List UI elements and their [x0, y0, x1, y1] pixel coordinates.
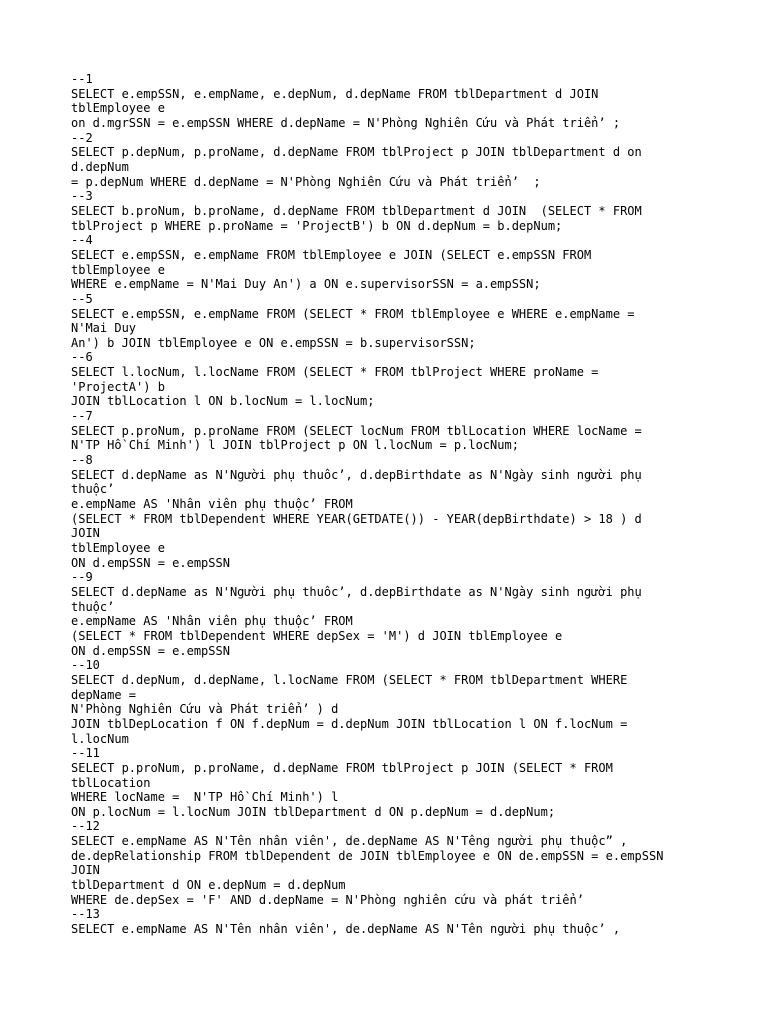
sql-line: tblEmployee e [71, 541, 165, 555]
sql-line: 'ProjectA') b [71, 379, 165, 394]
sql-line: --3 [71, 189, 93, 204]
sql-line: tblEmployee e [71, 262, 165, 277]
sql-line: ON p.locNum = l.locNum JOIN tblDepartment d ON p.depNum = d.depNum; [71, 804, 556, 819]
sql-line: --1 [71, 72, 93, 86]
sql-line: --8 [71, 453, 93, 468]
sql-line: SELECT e.empSSN, e.empName FROM (SELECT * FROM tblEmployee e WHERE e.empName = [71, 306, 635, 321]
sql-line: depName = [71, 687, 137, 702]
sql-line: --9 [71, 570, 93, 585]
sql-line: WHERE locName = N'TP Hồ Chí Minh') l [71, 790, 339, 805]
sql-line: --2 [71, 130, 93, 145]
sql-line: = p.depNum WHERE d.depName = N'Phòng Nghiên Cứu và Phát triển’ ; [71, 174, 541, 189]
sql-line: e.empName AS 'Nhân viên phụ thuộc’ FROM [71, 614, 353, 629]
sql-line: SELECT d.depName as N'Người phụ thuôc’, d.depBirthdate as N'Ngày sinh người phụ [71, 467, 642, 482]
sql-line: WHERE de.depSex = 'F' AND d.depName = N'Phòng nghiên cứu và phát triển’ [71, 892, 584, 907]
sql-line: SELECT d.depName as N'Người phụ thuôc’, d.depBirthdate as N'Ngày sinh người phụ [71, 584, 642, 599]
sql-line: e.empName AS 'Nhân viên phụ thuộc’ FROM [71, 497, 353, 512]
sql-line: N'Mai Duy [71, 321, 137, 336]
sql-line: SELECT e.empSSN, e.empName FROM tblEmployee e JOIN (SELECT e.empSSN FROM [71, 247, 592, 262]
sql-line: (SELECT * FROM tblDependent WHERE depSex = 'M') d JOIN tblEmployee e [71, 628, 563, 643]
sql-line: N'TP Hồ Chí Minh') l JOIN tblProject p ON l.locNum = p.locNum; [71, 438, 519, 453]
sql-line: JOIN tblDepLocation f ON f.depNum = d.depNum JOIN tblLocation l ON f.locNum = [71, 716, 628, 731]
sql-line: tblProject p WHERE p.proName = 'ProjectB') b ON d.depNum = b.depNum; [71, 218, 563, 233]
sql-line: on d.mgrSSN = e.empSSN WHERE d.depName = N'Phòng Nghiên Cứu và Phát triển’ ; [71, 115, 621, 130]
sql-line: --7 [71, 409, 93, 424]
sql-line: thuộc’ [71, 482, 115, 497]
sql-line: ON d.empSSN = e.empSSN [71, 555, 230, 570]
sql-line: N'Phòng Nghiên Cứu và Phát triển’ ) d [71, 702, 339, 717]
sql-line: SELECT e.empSSN, e.empName, e.depNum, d.depName FROM tblDepartment d JOIN [71, 86, 599, 101]
sql-line: l.locNum [71, 731, 129, 746]
sql-line: tblEmployee e [71, 101, 165, 116]
sql-line: (SELECT * FROM tblDependent WHERE YEAR(GETDATE()) - YEAR(depBirthdate) > 18 ) d [71, 511, 642, 526]
sql-line: --13 [71, 907, 100, 922]
sql-line: SELECT e.empName AS N'Tên nhân viên', de.depName AS N'Tên người phụ thuộc’ , [71, 922, 621, 937]
document-page [71, 72, 751, 937]
sql-line: --10 [71, 658, 100, 673]
sql-line: tblLocation [71, 775, 151, 790]
sql-line: tblDepartment d ON e.depNum = d.depNum [71, 878, 346, 893]
sql-line: JOIN tblLocation l ON b.locNum = l.locNum; [71, 394, 375, 409]
sql-line: --12 [71, 819, 100, 834]
sql-line: SELECT l.locNum, l.locName FROM (SELECT * FROM tblProject WHERE proName = [71, 365, 599, 380]
sql-line: --5 [71, 291, 93, 306]
sql-line: SELECT b.proNum, b.proName, d.depName FROM tblDepartment d JOIN (SELECT * FROM [71, 203, 642, 218]
sql-line: SELECT p.depNum, p.proName, d.depName FROM tblProject p JOIN tblDepartment d on [71, 145, 642, 160]
sql-line: --6 [71, 350, 93, 365]
sql-line: JOIN [71, 526, 100, 541]
sql-line: SELECT p.proNum, p.proName, d.depName FROM tblProject p JOIN (SELECT * FROM [71, 760, 613, 775]
sql-line: --11 [71, 746, 100, 761]
sql-line: WHERE e.empName = N'Mai Duy An') a ON e.supervisorSSN = a.empSSN; [71, 277, 541, 292]
sql-line: SELECT e.empName AS N'Tên nhân viên', de.depName AS N'Têng người phụ thuộc” , [71, 834, 628, 849]
sql-line: d.depNum [71, 159, 129, 174]
sql-line: SELECT d.depNum, d.depName, l.locName FROM (SELECT * FROM tblDepartment WHERE [71, 672, 628, 687]
sql-line: --4 [71, 233, 93, 248]
sql-line: JOIN [71, 863, 100, 878]
sql-line: thuộc’ [71, 599, 115, 614]
sql-line: An') b JOIN tblEmployee e ON e.empSSN = b.supervisorSSN; [71, 335, 476, 350]
sql-line: de.depRelationship FROM tblDependent de JOIN tblEmployee e ON de.empSSN = e.empSSN [71, 848, 664, 863]
sql-line: ON d.empSSN = e.empSSN [71, 643, 230, 658]
sql-line: SELECT p.proNum, p.proName FROM (SELECT locNum FROM tblLocation WHERE locName = [71, 423, 642, 438]
